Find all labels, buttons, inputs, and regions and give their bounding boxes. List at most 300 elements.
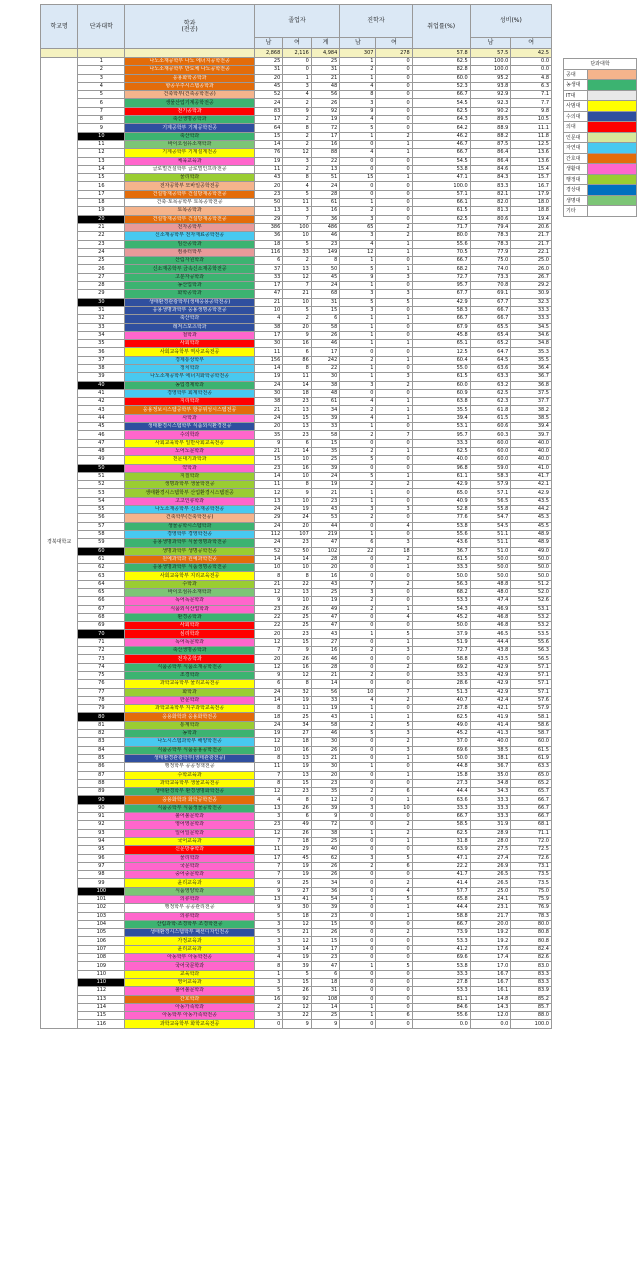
total-further-male: 307 [340,49,376,58]
rank-cell: 94 [78,837,125,845]
grads-female-cell: 0 [283,66,312,74]
total-further-female: 278 [376,49,412,58]
dept-cell: 물리학과 [125,174,254,182]
further-female-cell: 7 [376,431,412,439]
table-row [41,174,552,182]
rank-cell: 26 [78,265,125,273]
table-row [41,771,552,779]
further-female-cell: 0 [376,779,412,787]
dept-cell: 환경공학과 [125,613,254,621]
further-male-cell: 0 [340,348,376,356]
dept-cell: 생태환경관광학부(생태응용공학전공) [125,298,254,306]
grads-female-cell: 9 [283,489,312,497]
legend-item [564,153,637,164]
dept-cell: 국어국문학과 [125,962,254,970]
further-female-cell: 2 [376,663,412,671]
further-male-cell: 0 [340,680,376,688]
rank-cell: 20 [78,215,125,223]
legend-item [564,69,637,80]
rank-cell: 86 [78,763,125,771]
gender-female-cell: 72.5 [511,846,552,854]
grads-male-cell: 14 [254,472,283,480]
table-row [41,398,552,406]
table-row [41,547,552,555]
table-row [41,381,552,389]
gender-female-cell: 85.2 [511,995,552,1003]
grads-male-cell: 8 [254,754,283,762]
further-male-cell: 5 [340,730,376,738]
further-female-cell: 4 [376,887,412,895]
grads-female-cell: 9 [283,107,312,115]
grads-female-cell: 16 [283,663,312,671]
table-row [41,788,552,796]
further-female-cell: 1 [376,398,412,406]
further-male-cell: 0 [340,937,376,945]
employ-rate-cell: 46.2 [412,132,470,140]
totals-blank [41,49,78,58]
gender-female-cell: 83.0 [511,962,552,970]
grads-female-cell: 9 [283,647,312,655]
dept-cell: 의류학과 [125,912,254,920]
further-male-cell: 0 [340,1020,376,1028]
grads-female-cell: 19 [283,871,312,879]
further-male-cell: 1 [340,497,376,505]
grads-male-cell: 4 [254,315,283,323]
grads-female-cell: 2 [283,99,312,107]
rank-cell: 82 [78,730,125,738]
grads-male-cell: 9 [254,597,283,605]
gender-female-cell: 40.0 [511,439,552,447]
rank-cell: 90 [78,796,125,804]
gender-female-cell: 68.1 [511,821,552,829]
grads-total-cell: 33 [311,423,340,431]
grads-male-cell: 3 [254,813,283,821]
employ-rate-cell: 39.4 [412,414,470,422]
gender-male-cell: 14.3 [470,1003,511,1011]
further-male-cell: 1 [340,1012,376,1020]
rank-cell: 38 [78,364,125,372]
further-female-cell: 0 [376,423,412,431]
grads-male-cell: 9 [254,887,283,895]
gender-female-cell: 36.4 [511,364,552,372]
gender-male-cell: 75.0 [470,257,511,265]
further-female-cell: 0 [376,190,412,198]
gender-male-cell: 36.7 [470,763,511,771]
grads-female-cell: 23 [283,630,312,638]
dept-cell: 수학교육과 [125,771,254,779]
rank-cell: 44 [78,414,125,422]
gender-male-cell: 66.7 [470,306,511,314]
dept-cell: 과학교육학부 물리교육전공 [125,680,254,688]
gender-female-cell: 73.1 [511,862,552,870]
employ-rate-cell: 52.8 [412,506,470,514]
grads-total-cell: 40 [311,846,340,854]
dept-cell: 생명과학부 생물학전공 [125,481,254,489]
further-female-cell: 0 [376,945,412,953]
table-row [41,912,552,920]
grads-female-cell: 92 [283,995,312,1003]
further-male-cell: 3 [340,804,376,812]
grads-total-cell: 15 [311,937,340,945]
grads-male-cell: 19 [254,157,283,165]
grads-female-cell: 25 [283,713,312,721]
further-male-cell: 0 [340,912,376,920]
gender-male-cell: 65.5 [470,323,511,331]
table-row [41,854,552,862]
header-school: 학교명 [41,5,78,49]
grads-total-cell: 56 [311,91,340,99]
legend-swatch [588,164,637,175]
totals-blank [78,49,125,58]
grads-female-cell: 8 [283,174,312,182]
gender-male-cell: 40.0 [470,738,511,746]
further-female-cell: 0 [376,157,412,165]
gender-male-cell: 42.4 [470,696,511,704]
grads-total-cell: 16 [311,572,340,580]
grads-male-cell: 35 [254,431,283,439]
employ-rate-cell: 60.0 [412,74,470,82]
employ-rate-cell: 55.6 [412,1012,470,1020]
further-female-cell: 1 [376,472,412,480]
grads-male-cell: 20 [254,655,283,663]
dept-cell: 과학교육학부 지구과학교육전공 [125,705,254,713]
dept-cell: 고분자공학과 [125,273,254,281]
further-male-cell: 1 [340,1003,376,1011]
grads-female-cell: 13 [283,754,312,762]
rank-cell: 50 [78,464,125,472]
gender-male-cell: 54.7 [470,514,511,522]
dept-cell: 축산생명공학과 [125,647,254,655]
further-female-cell: 0 [376,323,412,331]
grads-female-cell: 26 [283,804,312,812]
rank-cell: 106 [78,937,125,945]
rank-cell: 80 [78,713,125,721]
legend-swatch [588,143,637,154]
rank-cell: 95 [78,846,125,854]
gender-male-cell: 66.7 [470,315,511,323]
gender-male-cell: 27.5 [470,846,511,854]
grads-female-cell: 27 [283,887,312,895]
dept-cell: 응용정보시스템공학부 항공위성시스템전공 [125,406,254,414]
further-female-cell: 0 [376,589,412,597]
further-male-cell: 1 [340,257,376,265]
gender-male-cell: 19.2 [470,937,511,945]
rank-cell: 72 [78,647,125,655]
legend-item [564,111,637,122]
grads-total-cell: 8 [311,257,340,265]
further-female-cell: 0 [376,165,412,173]
rank-cell: 88 [78,779,125,787]
gender-female-cell: 53.2 [511,622,552,630]
employ-rate-cell: 66.7 [412,813,470,821]
rank-cell: 37 [78,356,125,364]
employ-rate-cell: 33.3 [412,804,470,812]
rank-cell: 65 [78,589,125,597]
dept-cell: 생태환경학부 환경생명화학전공 [125,788,254,796]
gender-female-cell: 63.3 [511,763,552,771]
gender-female-cell: 25.0 [511,257,552,265]
dept-cell: 바이오섬유소재학과 [125,589,254,597]
grads-total-cell: 23 [311,240,340,248]
grads-female-cell: 22 [283,580,312,588]
legend-label: 간호대 [564,153,588,164]
employ-rate-cell: 55.6 [412,530,470,538]
dept-cell: 응용생명과학부 식품생명공학전공 [125,564,254,572]
employ-rate-cell: 61.5 [412,373,470,381]
further-female-cell: 0 [376,763,412,771]
gender-female-cell: 33.3 [511,315,552,323]
rank-cell: 97 [78,862,125,870]
rank-cell: 83 [78,738,125,746]
rank-cell: 30 [78,298,125,306]
further-female-cell: 0 [376,622,412,630]
employ-rate-cell: 67.9 [412,323,470,331]
further-male-cell: 1 [340,340,376,348]
employ-rate-cell: 62.5 [412,215,470,223]
gender-female-cell: 22.1 [511,248,552,256]
gender-male-cell: 50.0 [470,555,511,563]
employ-rate-cell: 62.5 [412,58,470,66]
dept-cell: 사회학과 [125,340,254,348]
further-male-cell: 4 [340,116,376,124]
rank-cell: 10 [78,132,125,140]
header-gender: 성비(%) [470,5,551,38]
gender-female-cell: 48.9 [511,530,552,538]
gender-male-cell: 61.8 [470,406,511,414]
rank-cell: 62 [78,564,125,572]
table-row [41,348,552,356]
gender-male-cell: 65.4 [470,331,511,339]
gender-female-cell: 50.0 [511,564,552,572]
grads-total-cell: 12 [311,796,340,804]
grads-total-cell: 21 [311,489,340,497]
employ-rate-cell: 58.5 [412,821,470,829]
further-male-cell: 1 [340,199,376,207]
grads-male-cell: 9 [254,879,283,887]
further-female-cell: 0 [376,1020,412,1028]
grads-male-cell: 24 [254,381,283,389]
dept-cell: 사학과 [125,414,254,422]
gender-male-cell: 63.2 [470,381,511,389]
table-row [41,904,552,912]
gender-female-cell: 82.4 [511,945,552,953]
gender-female-cell: 45.3 [511,514,552,522]
employ-rate-cell: 71.7 [412,223,470,231]
grads-female-cell: 13 [283,423,312,431]
grads-total-cell: 44 [311,522,340,530]
dept-cell: 아동학부 아동가족학전공 [125,1012,254,1020]
grads-total-cell: 34 [311,879,340,887]
table-row [41,580,552,588]
further-male-cell: 0 [340,995,376,1003]
grads-female-cell: 49 [283,821,312,829]
grads-female-cell: 86 [283,356,312,364]
legend-item [564,101,637,112]
dept-cell: 생태환경시스템학부 식품외식환경전공 [125,423,254,431]
gender-female-cell: 35.3 [511,348,552,356]
grads-male-cell: 14 [254,140,283,148]
grads-female-cell: 12 [283,937,312,945]
gender-male-cell: 16.7 [470,978,511,986]
table-row [41,962,552,970]
table-row [41,182,552,190]
grads-female-cell: 34 [283,721,312,729]
gender-female-cell: 38.5 [511,414,552,422]
rank-cell: 69 [78,622,125,630]
employ-rate-cell: 72.7 [412,647,470,655]
grads-total-cell: 21 [311,754,340,762]
table-row [41,66,552,74]
grads-female-cell: 25 [283,879,312,887]
subheader-male: 남 [470,38,511,49]
dept-cell: 컴퓨터학부 [125,248,254,256]
further-male-cell: 1 [340,705,376,713]
grads-male-cell: 15 [254,132,283,140]
grads-male-cell: 13 [254,497,283,505]
gender-male-cell: 93.8 [470,82,511,90]
table-row [41,290,552,298]
grads-male-cell: 24 [254,688,283,696]
grads-total-cell: 14 [311,1003,340,1011]
further-female-cell: 0 [376,74,412,82]
further-female-cell: 0 [376,978,412,986]
grads-total-cell: 26 [311,99,340,107]
rank-cell: 31 [78,306,125,314]
grads-male-cell: 8 [254,705,283,713]
further-female-cell: 0 [376,116,412,124]
employ-rate-cell: 51.3 [412,688,470,696]
gender-female-cell: 85.7 [511,1003,552,1011]
further-female-cell: 0 [376,995,412,1003]
further-female-cell: 1 [376,414,412,422]
employ-rate-cell: 42.9 [412,298,470,306]
employ-rate-cell: 68.2 [412,589,470,597]
further-female-cell: 1 [376,605,412,613]
dept-cell: 철학과 [125,331,254,339]
gender-female-cell: 41.0 [511,464,552,472]
grads-total-cell: 30 [311,373,340,381]
grads-female-cell: 18 [283,837,312,845]
further-female-cell: 1 [376,240,412,248]
grads-female-cell: 26 [283,605,312,613]
employ-rate-cell: 40.7 [412,696,470,704]
grads-female-cell: 8 [283,124,312,132]
table-row [41,82,552,90]
grads-total-cell: 16 [311,647,340,655]
dept-cell: 농산업학과 [125,282,254,290]
grads-male-cell: 10 [254,746,283,754]
header-rank: 단과대학 [78,5,125,49]
rank-cell: 112 [78,987,125,995]
dept-cell: 응용화학공학과 [125,74,254,82]
dept-cell: 교육학과 [125,970,254,978]
further-male-cell: 1 [340,373,376,381]
grads-total-cell: 45 [311,273,340,281]
employ-rate-cell: 53.8 [412,165,470,173]
dept-cell: 나노소재공학부 반도체 나노공학전공 [125,66,254,74]
employ-rate-cell: 49.0 [412,721,470,729]
rank-cell: 77 [78,688,125,696]
grads-female-cell: 23 [283,398,312,406]
grads-male-cell: 12 [254,829,283,837]
legend-item [564,143,637,154]
table-row [41,207,552,215]
grads-male-cell: 13 [254,804,283,812]
further-female-cell: 5 [376,630,412,638]
table-row [41,871,552,879]
further-female-cell: 0 [376,530,412,538]
gender-male-cell: 24.1 [470,895,511,903]
grads-male-cell: 29 [254,514,283,522]
further-male-cell: 4 [340,398,376,406]
rank-cell: 81 [78,721,125,729]
grads-total-cell: 34 [311,406,340,414]
table-row [41,721,552,729]
legend-swatch [588,101,637,112]
further-female-cell: 2 [376,738,412,746]
gender-female-cell: 52.6 [511,597,552,605]
gender-male-cell: 95.2 [470,74,511,82]
further-male-cell: 0 [340,871,376,879]
table-row [41,539,552,547]
dept-cell: 생명과학부 생명공학전공 [125,547,254,555]
grads-total-cell: 58 [311,431,340,439]
grads-male-cell: 76 [254,149,283,157]
further-male-cell: 1 [340,763,376,771]
grads-total-cell: 18 [311,978,340,986]
gender-male-cell: 100.0 [470,66,511,74]
rank-cell: 11 [78,140,125,148]
rank-cell: 79 [78,705,125,713]
grads-total-cell: 39 [311,464,340,472]
table-row [41,813,552,821]
gender-male-cell: 70.8 [470,282,511,290]
grads-male-cell: 112 [254,530,283,538]
employ-rate-cell: 65.0 [412,489,470,497]
dept-cell: 물리학과 [125,854,254,862]
grads-female-cell: 4 [283,182,312,190]
further-male-cell: 1 [340,282,376,290]
further-male-cell: 1 [340,962,376,970]
further-male-cell: 4 [340,82,376,90]
dept-cell: 기계공학부 기계공학전공 [125,124,254,132]
gender-female-cell: 60.0 [511,738,552,746]
grads-female-cell: 41 [283,895,312,903]
further-male-cell: 22 [340,547,376,555]
subheader-female: 여 [376,38,412,49]
rank-cell: 12 [78,149,125,157]
grads-total-cell: 43 [311,580,340,588]
further-female-cell: 2 [376,223,412,231]
grads-total-cell: 38 [311,381,340,389]
gender-female-cell: 49.0 [511,547,552,555]
further-male-cell: 2 [340,514,376,522]
further-female-cell: 0 [376,66,412,74]
rank-cell: 45 [78,423,125,431]
dept-cell: 영어영문학과 [125,821,254,829]
dept-cell: 생물산업기계공학전공 [125,99,254,107]
table-row [41,1020,552,1028]
grads-male-cell: 3 [254,945,283,953]
further-male-cell: 0 [340,746,376,754]
legend-label: 의대 [564,122,588,133]
grads-male-cell: 5 [254,912,283,920]
grads-female-cell: 1 [283,74,312,82]
further-female-cell: 5 [376,854,412,862]
employ-rate-cell: 62.5 [412,713,470,721]
further-female-cell: 5 [376,962,412,970]
gender-male-cell: 82.1 [470,190,511,198]
